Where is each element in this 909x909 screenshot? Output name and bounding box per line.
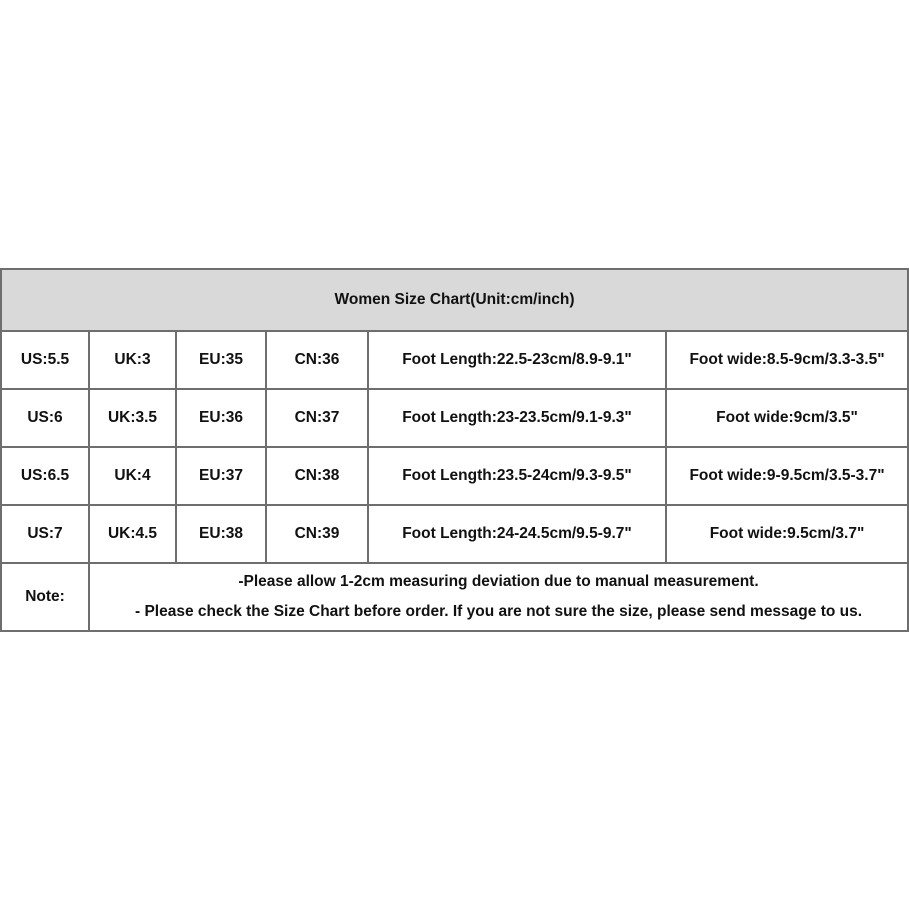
eu-size-cell: EU:37 xyxy=(176,447,266,505)
foot-wide-cell: Foot wide:9-9.5cm/3.5-3.7" xyxy=(666,447,908,505)
foot-length-cell: Foot Length:22.5-23cm/8.9-9.1" xyxy=(368,331,666,389)
foot-length-cell: Foot Length:23.5-24cm/9.3-9.5" xyxy=(368,447,666,505)
foot-length-cell: Foot Length:24-24.5cm/9.5-9.7" xyxy=(368,505,666,563)
uk-size-cell: UK:4.5 xyxy=(89,505,176,563)
cn-size-cell: CN:36 xyxy=(266,331,368,389)
note-line-measurement: -Please allow 1-2cm measuring deviation due to manual measurement. xyxy=(238,573,759,590)
table-row xyxy=(1,331,908,389)
uk-size-cell: UK:3 xyxy=(89,331,176,389)
foot-length-cell: Foot Length:23-23.5cm/9.1-9.3" xyxy=(368,389,666,447)
foot-wide-cell: Foot wide:9.5cm/3.7" xyxy=(666,505,908,563)
chart-title: Women Size Chart(Unit:cm/inch) xyxy=(1,269,908,331)
cn-size-cell: CN:37 xyxy=(266,389,368,447)
eu-size-cell: EU:36 xyxy=(176,389,266,447)
note-row xyxy=(1,563,908,631)
foot-wide-cell: Foot wide:9cm/3.5" xyxy=(666,389,908,447)
table-row xyxy=(1,505,908,563)
table-row xyxy=(1,447,908,505)
us-size-cell: US:7 xyxy=(1,505,89,563)
size-chart-table xyxy=(0,268,909,632)
uk-size-cell: UK:4 xyxy=(89,447,176,505)
foot-wide-cell: Foot wide:8.5-9cm/3.3-3.5" xyxy=(666,331,908,389)
cn-size-cell: CN:38 xyxy=(266,447,368,505)
cn-size-cell: CN:39 xyxy=(266,505,368,563)
table-row xyxy=(1,389,908,447)
us-size-cell: US:5.5 xyxy=(1,331,89,389)
note-line-check-size: - Please check the Size Chart before order. If you are not sure the size, please send message to us. xyxy=(134,603,863,620)
note-text xyxy=(89,563,908,631)
uk-size-cell: UK:3.5 xyxy=(89,389,176,447)
title-row xyxy=(1,269,908,331)
note-label: Note: xyxy=(1,563,89,631)
eu-size-cell: EU:38 xyxy=(176,505,266,563)
us-size-cell: US:6.5 xyxy=(1,447,89,505)
eu-size-cell: EU:35 xyxy=(176,331,266,389)
us-size-cell: US:6 xyxy=(1,389,89,447)
